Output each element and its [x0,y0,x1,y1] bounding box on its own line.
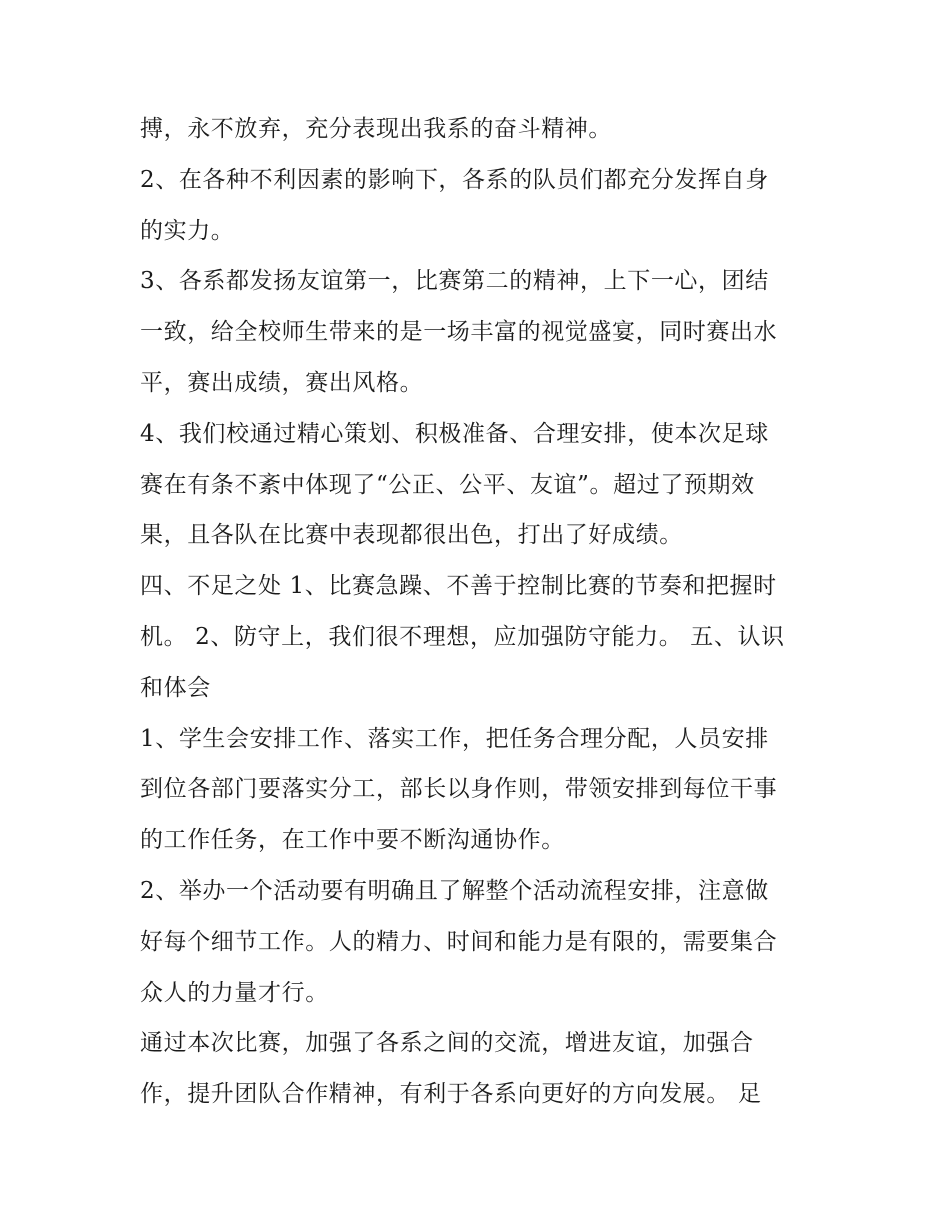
text-line: 4、我们校通过精心策划、积极准备、合理安排，使本次足球 [140,420,769,447]
text-line: 和体会 [140,674,211,701]
text-line: 一致，给全校师生带来的是一场丰富的视觉盛宴，同时赛出水 [140,319,778,346]
text-line: 通过本次比赛，加强了各系之间的交流，增进友谊，加强合 [140,1030,754,1057]
text-line: 到位各部门要落实分工，部长以身作则，带领安排到每位干事 [140,776,778,803]
document-body [140,104,830,1120]
text-line: 的实力。 [140,217,235,244]
text-line: 平，赛出成绩，赛出风格。 [140,369,424,396]
text-line: 的工作任务，在工作中要不断沟通协作。 [140,827,565,854]
text-line: 众人的力量才行。 [140,979,329,1006]
text-line: 2、在各种不利因素的影响下，各系的队员们都充分发挥自身 [140,166,769,193]
text-line: 作，提升团队合作精神，有利于各系向更好的方向发展。 足 [140,1081,762,1108]
text-line: 搏，永不放弃，充分表现出我系的奋斗精神。 [140,116,612,142]
text-line: 1、学生会安排工作、落实工作，把任务合理分配，人员安排 [140,725,769,752]
text-line: 赛在有条不紊中体现了“公正、公平、友谊”。超过了预期效 [140,471,755,498]
text-line: 机。 2、防守上，我们很不理想，应加强防守能力。 五、认识 [140,623,785,650]
text-line: 果，且各队在比赛中表现都很出色，打出了好成绩。 [140,522,683,549]
text-line: 好每个细节工作。人的精力、时间和能力是有限的，需要集合 [140,928,778,955]
text-line: 四、不足之处 1、比赛急躁、不善于控制比赛的节奏和把握时 [140,573,777,600]
text-line: 3、各系都发扬友谊第一，比赛第二的精神，上下一心，团结 [140,268,769,295]
text-line: 2、举办一个活动要有明确且了解整个活动流程安排，注意做 [140,877,769,904]
